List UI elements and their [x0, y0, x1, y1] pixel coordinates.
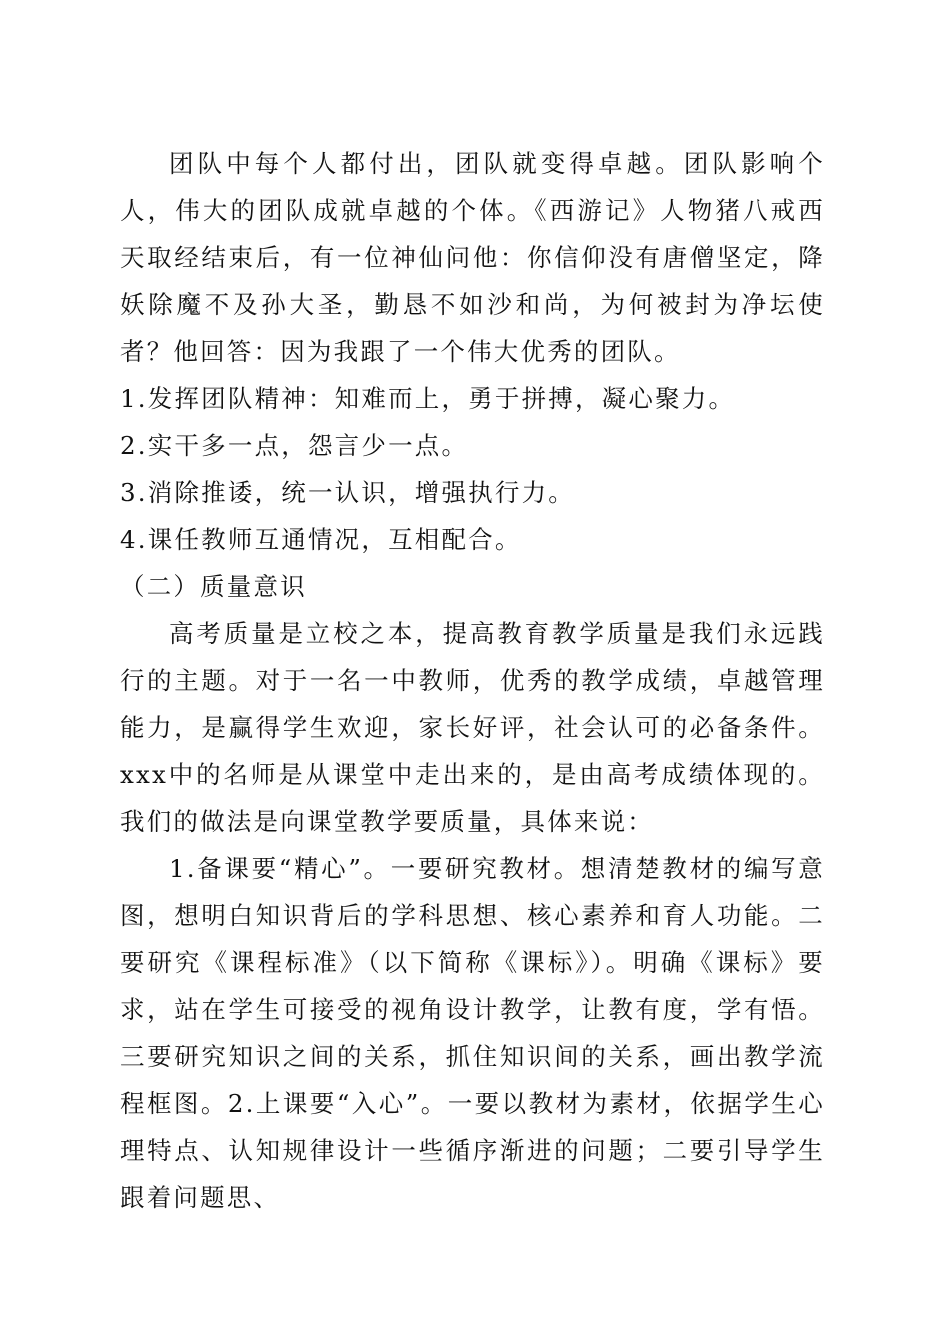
list-item-3: 3.消除推诿，统一认识，增强执行力。 [120, 478, 575, 507]
list-item-2: 2.实干多一点，怨言少一点。 [120, 431, 469, 460]
list-item-1: 1.发挥团队精神：知难而上，勇于拼搏，凝心聚力。 [120, 384, 736, 413]
list-item-4: 4.课任教师互通情况，互相配合。 [120, 525, 522, 554]
paragraph-quality: 高考质量是立校之本，提高教育教学质量是我们永远践行的主题。对于一名一中教师，优秀的教学成绩，卓越管理能力，是赢得学生欢迎，家长好评，社会认可的必备条件。xxx中的名师是从课堂中走出来的，是由高考成绩体现的。我们的做法是向课堂教学要质量，具体来说： [120, 619, 825, 836]
paragraph-lesson-prep: 1.备课要“精心”。一要研究教材。想清楚教材的编写意图，想明白知识背后的学科思想、核心素养和育人功能。二要研究《课程标准》（以下简称《课标》）。明确《课标》要求，站在学生可接受的视角设计教学，让教有度，学有悟。三要研究知识之间的关系，抓住知识间的关系，画出教学流程框图。2.上课要“入心”。一要以教材为素材，依据学生心理特点、认知规律设计一些循序渐进的问题；二要引导学生跟着问题思、 [120, 854, 825, 1212]
document-body [120, 140, 825, 1221]
section-heading: （二）质量意识 [120, 572, 307, 601]
paragraph-team: 团队中每个人都付出，团队就变得卓越。团队影响个人，伟大的团队成就卓越的个体。《西游记》人物猪八戒西天取经结束后，有一位神仙问他：你信仰没有唐僧坚定，降妖除魔不及孙大圣，勤恳不如沙和尚，为何被封为净坛使者？他回答：因为我跟了一个伟大优秀的团队。 [120, 149, 825, 366]
